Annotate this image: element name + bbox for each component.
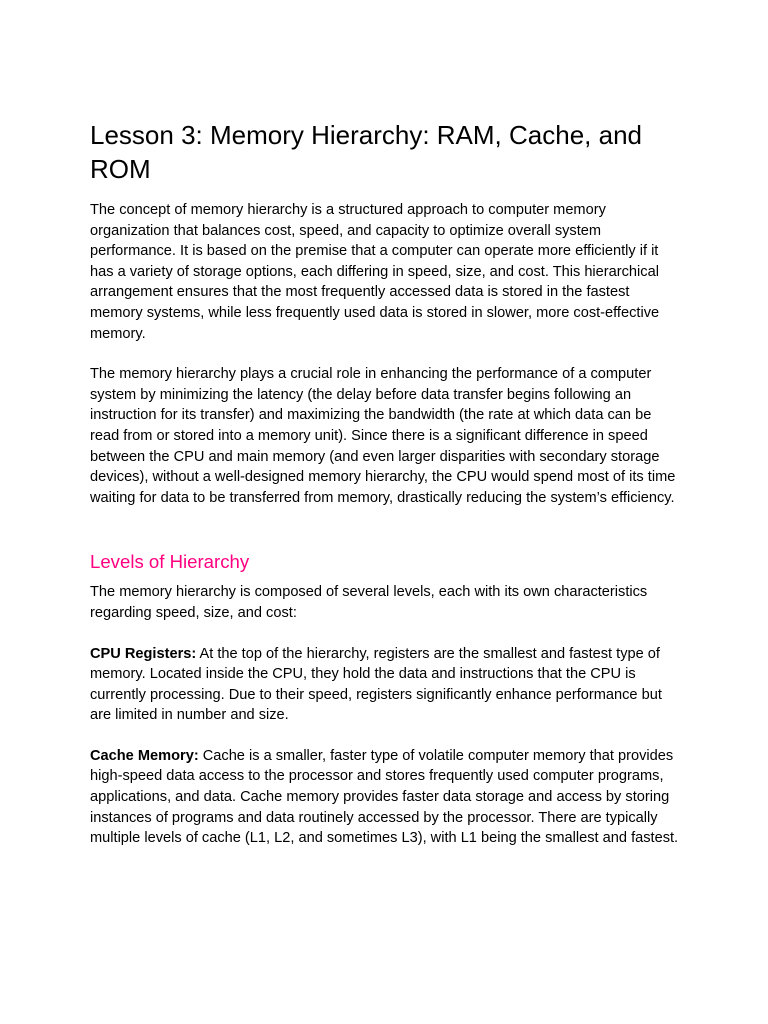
intro-paragraph-1: The concept of memory hierarchy is a structured approach to computer memory organization that balances cost, speed, and capacity to optimize overall system performance. It is based on the premise that a computer can operate more efficiently if it has a variety of storage options, each differing in speed, size, and cost. This hierarchical arrangement ensures that the most frequently accessed data is stored in the fastest memory systems, while less frequently used data is stored in slower, more cost-effective memory. xyxy=(90,202,660,342)
level-item-cache-memory xyxy=(90,746,682,849)
level-description: Cache is a smaller, faster type of volatile computer memory that provides high-speed data access to the processor and stores frequently used computer programs, applications, and data. Cache memory provides faster data storage and access by storing instances of programs and data routinely accessed by the processor. There are typically multiple levels of cache (L1, L2, and sometimes L3), with L1 being the smallest and fastest. xyxy=(90,747,679,847)
level-item-cpu-registers xyxy=(90,644,682,726)
section-intro: The memory hierarchy is composed of several levels, each with its own characteristics regarding speed, size, and cost: xyxy=(90,584,648,621)
page-title: Lesson 3: Memory Hierarchy: RAM, Cache, and ROM xyxy=(90,120,642,184)
intro-paragraph-2: The memory hierarchy plays a crucial role in enhancing the performance of a computer system by minimizing the latency (the delay before data transfer begins following an instruction for its transfer) and maximizing the bandwidth (the rate at which data can be read from or stored into a memory unit). Since there is a significant difference in speed between the CPU and main memory (and even larger disparities with secondary storage devices), without a well-designed memory hierarchy, the CPU would spend most of its time waiting for data to be transferred from memory, drastically reducing the system’s efficiency. xyxy=(90,366,676,506)
section-heading: Levels of Hierarchy xyxy=(90,551,250,573)
level-term: CPU Registers: xyxy=(90,645,197,662)
level-description: At the top of the hierarchy, registers are the smallest and fastest type of memory. Located inside the CPU, they hold the data and instructions that the CPU is currently processing. Due to their speed, registers significantly enhance performance but are limited in number and size. xyxy=(90,645,662,724)
document-page xyxy=(90,118,682,869)
level-term: Cache Memory: xyxy=(90,747,199,764)
